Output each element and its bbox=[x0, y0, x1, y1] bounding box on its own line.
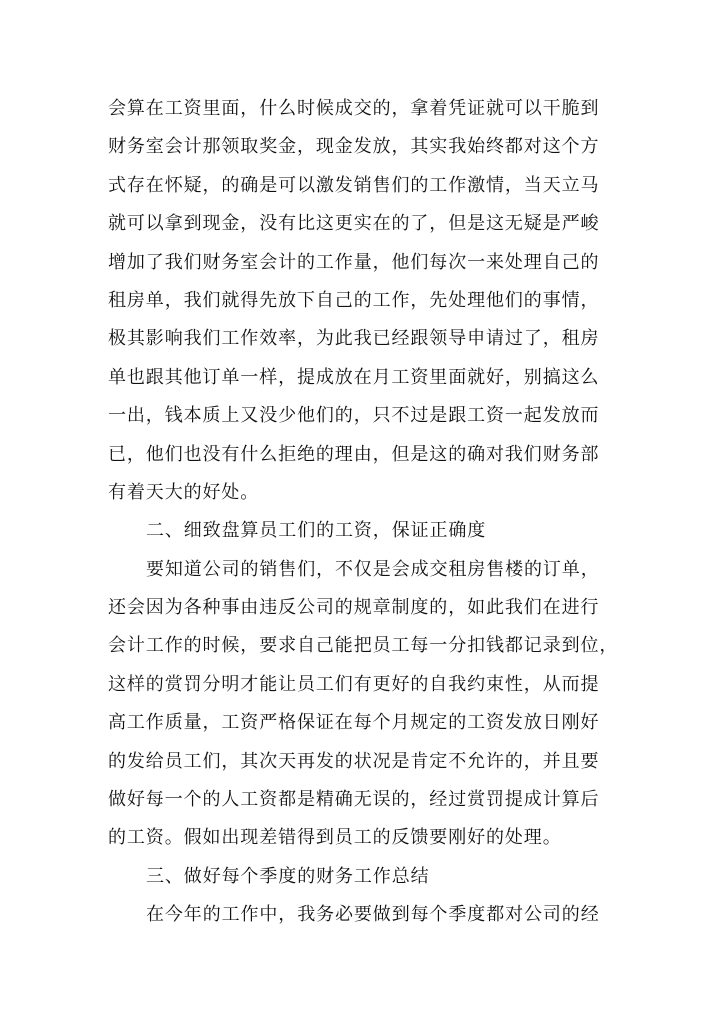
text-line: 的工资。假如出现差错得到员工的反馈要刚好的处理。 bbox=[108, 827, 562, 849]
text-line: 就可以拿到现金，没有比这更实在的了，但是这无疑是严峻 bbox=[108, 213, 600, 235]
text-line: 一出，钱本质上又没少他们的，只不过是跟工资一起发放而 bbox=[108, 405, 600, 427]
text-line: 的发给员工们，其次天再发的状况是肯定不允许的，并且要 bbox=[108, 750, 600, 772]
paragraph-first-line: 要知道公司的销售们，不仅是会成交租房售楼的订单， bbox=[146, 558, 600, 580]
text-line: 这样的赏罚分明才能让员工们有更好的自我约束性，从而提 bbox=[108, 673, 600, 695]
text-line: 极其影响我们工作效率，为此我已经跟领导申请过了，租房 bbox=[108, 328, 600, 350]
text-line: 高工作质量，工资严格保证在每个月规定的工资发放日刚好 bbox=[108, 712, 600, 734]
paragraph-first-line: 在今年的工作中，我务必要做到每个季度都对公司的经 bbox=[146, 904, 600, 926]
text-line: 有着天大的好处。 bbox=[108, 481, 260, 503]
section-heading: 二、细致盘算员工们的工资，保证正确度 bbox=[146, 520, 487, 542]
document-body bbox=[108, 90, 619, 935]
text-line: 财务室会计那领取奖金，现金发放，其实我始终都对这个方 bbox=[108, 136, 600, 158]
text-line: 式存在怀疑，的确是可以激发销售们的工作激情，当天立马 bbox=[108, 174, 600, 196]
text-line: 单也跟其他订单一样，提成放在月工资里面就好，别搞这么 bbox=[108, 366, 600, 388]
text-line: 已，他们也没有什么拒绝的理由，但是这的确对我们财务部 bbox=[108, 443, 600, 465]
text-line: 租房单，我们就得先放下自己的工作，先处理他们的事情， bbox=[108, 289, 600, 311]
text-line: 增加了我们财务室会计的工作量，他们每次一来处理自己的 bbox=[108, 251, 600, 273]
section-heading: 三、做好每个季度的财务工作总结 bbox=[146, 865, 430, 887]
text-line: 做好每一个的人工资都是精确无误的，经过赏罚提成计算后 bbox=[108, 789, 600, 811]
text-line: 会算在工资里面，什么时候成交的，拿着凭证就可以干脆到 bbox=[108, 98, 600, 119]
text-line: 会计工作的时候，要求自己能把员工每一分扣钱都记录到位， bbox=[108, 635, 619, 657]
text-line: 还会因为各种事由违反公司的规章制度的，如此我们在进行 bbox=[108, 597, 600, 619]
